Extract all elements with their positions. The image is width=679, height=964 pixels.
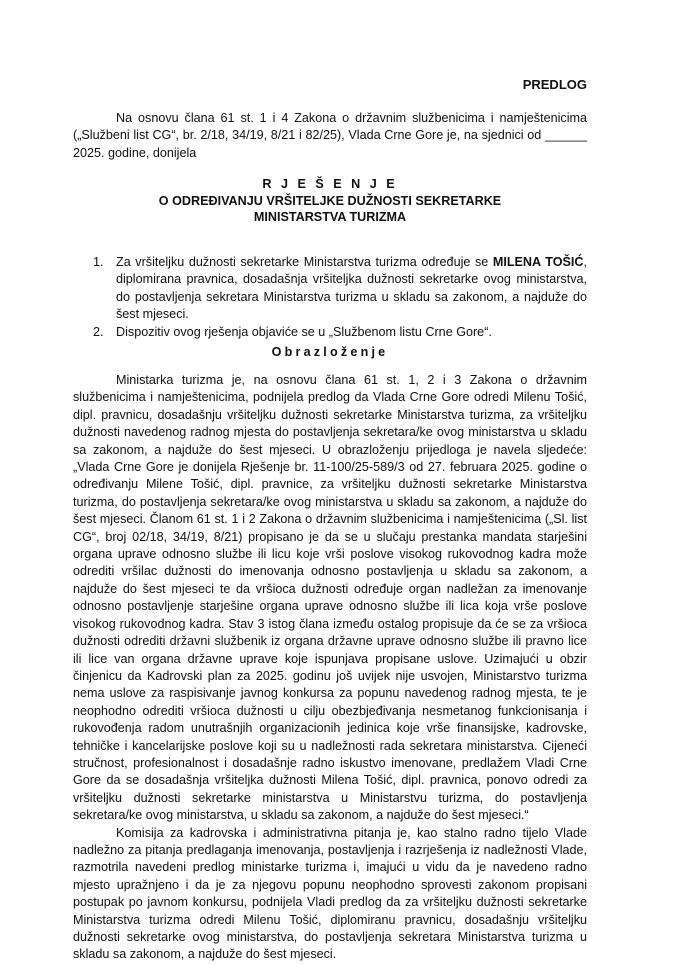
title-line-3: MINISTARSTVA TURIZMA bbox=[253, 210, 407, 224]
item-text: Dispozitiv ovog rješenja objaviće se u „Službenom listu Crne Gore“. bbox=[116, 324, 492, 339]
decision-item bbox=[73, 324, 587, 341]
item-text: , diplomirana pravnica, dosadašnja vršiteljka dužnosti sekretarke ovog ministarstva, do postavljenja sekretara Ministarstva turizma u skladu sa zakonom, a najduže do šest mjeseci. bbox=[116, 255, 587, 322]
title-line-1: R J E Š E N J E bbox=[262, 177, 398, 191]
decision-title bbox=[73, 176, 587, 226]
explanation-paragraph: Ministarka turizma je, na osnovu člana 61 st. 1, 2 i 3 Zakona o državnim službenicima i namještenicima, podnijela predlog da Vlada Crne Gore odredi Milenu Tošić, dipl. pravnicu, dosadašnju vršiteljku dužnosti sekretarke Ministarstva turizma, za vršiteljku dužnosti navedenog radnog mjesta do postavljenja sekretara/ke ovog ministarstva u skladu sa zakonom, a najduže do šest mjeseci. U obrazloženju prijedloga je navela sljedeće: „Vlada Crne Gore je donijela Rješenje br. 11-100/25-589/3 od 27. februara 2025. godine o određivanju Milene Tošić, dipl. pravnice, za vršiteljku dužnosti sekretarke Ministarstva turizma, do postavljenja sekretara/ke ovog ministarstva u skladu sa zakonom, a najduže do šest mjeseci. Članom 61 st. 1 i 2 Zakona o državnim službenicima i namještenicima („Sl. list CG“, broj 02/18, 34/19, 8/21) propisano je da se u slučaju prestanka mandata starješini organa uprave odnosno službe ili licu koje vrši poslove visokog rukovodnog kadra može odrediti vršilac dužnosti do imenovanja odnosno postavljenja u skladu sa zakonom, a najduže do šest mjeseci te da vršioca dužnosti određuje organ nadležan za imenovanje odnosno postavljenje starješine organa uprave odnosno službe ili lica koja vrše poslove visokog rukovodnog kadra. Stav 3 istog člana između ostalog propisuje da će se za vršioca dužnosti odrediti državni službenik iz organa državne uprave odnosno službe ili pravno lice ili lice van organa državne uprave koje ispunjava propisane uslove. Uzimajući u obzir činjenicu da Kadrovski plan za 2025. godinu još uvijek nije usvojen, Ministarstvo turizma nema uslove za raspisivanje javnog konkursa za popunu navedenog radnog mjesta, te je neophodno odrediti vršioca dužnosti u cilju obezbjeđivanja nesmetanog funkcionisanja i rukovođenja radom unutrašnjih organizacionih jedinica koje vrše finansijske, kadrovske, tehničke i kancelarijske poslove koji su u nadležnosti rada sekretara ministarstva. Cijeneći stručnost, profesionalnost i dosadašnje radno iskustvo imenovane, predlažem Vladi Crne Gore da se dosadašnja vršiteljka dužnosti Milena Tošić, dipl. pravnica, ponovo odredi za vršiteljku dužnosti sekretarke ministarstva u Ministarstvu turizma, do postavljenja sekretara/ke ovog ministarstva, u skladu sa zakonom, a najduže do šest mjeseci.“ bbox=[73, 373, 587, 823]
intro-paragraph: Na osnovu člana 61 st. 1 i 4 Zakona o državnim službenicima i namještenicima („Službeni list CG“, br. 2/18, 34/19, 8/21 i 82/25), Vlada Crne Gore je, na sjednici od ______ 2025. godine, donijela bbox=[73, 111, 587, 160]
document-status-label: PREDLOG bbox=[522, 77, 587, 92]
explanation-body bbox=[73, 372, 587, 964]
item-number: 2. bbox=[93, 324, 104, 339]
decision-item bbox=[73, 254, 587, 324]
explanation-paragraph: Komisija za kadrovska i administrativna pitanja je, kao stalno radno tijelo Vlade nadležno za pitanja predlaganja imenovanja, postavljenja i razrješenja iz nadležnosti Vlade, razmotrila navedeni predlog ministarke turizma i, imajući u vidu da je navedeno radno mjesto upražnjeno i da je za njegovu popunu neophodno sprovesti zakonom propisani postupak po javnom konkursu, podnijela Vladi predlog da za vršiteljku dužnosti sekretarke Ministarstva turizma odredi Milenu Tošić, diplomiranu pravnicu, dosadašnju vršiteljku dužnosti sekretarke ovog ministarstva, do postavljenja sekretara Ministarstva turizma u skladu sa zakonom, a najduže do šest mjeseci. bbox=[73, 825, 587, 962]
decision-items bbox=[73, 254, 587, 341]
item-name-bold: MILENA TOŠIĆ bbox=[492, 255, 584, 269]
explanation-heading: Obrazloženje bbox=[271, 345, 389, 359]
item-text: Za vršiteljku dužnosti sekretarke Ministarstva turizma određuje se bbox=[116, 255, 493, 269]
item-number: 1. bbox=[93, 255, 104, 269]
title-line-2: O ODREĐIVANJU VRŠITELJKE DUŽNOSTI SEKRETARKE bbox=[158, 193, 502, 208]
